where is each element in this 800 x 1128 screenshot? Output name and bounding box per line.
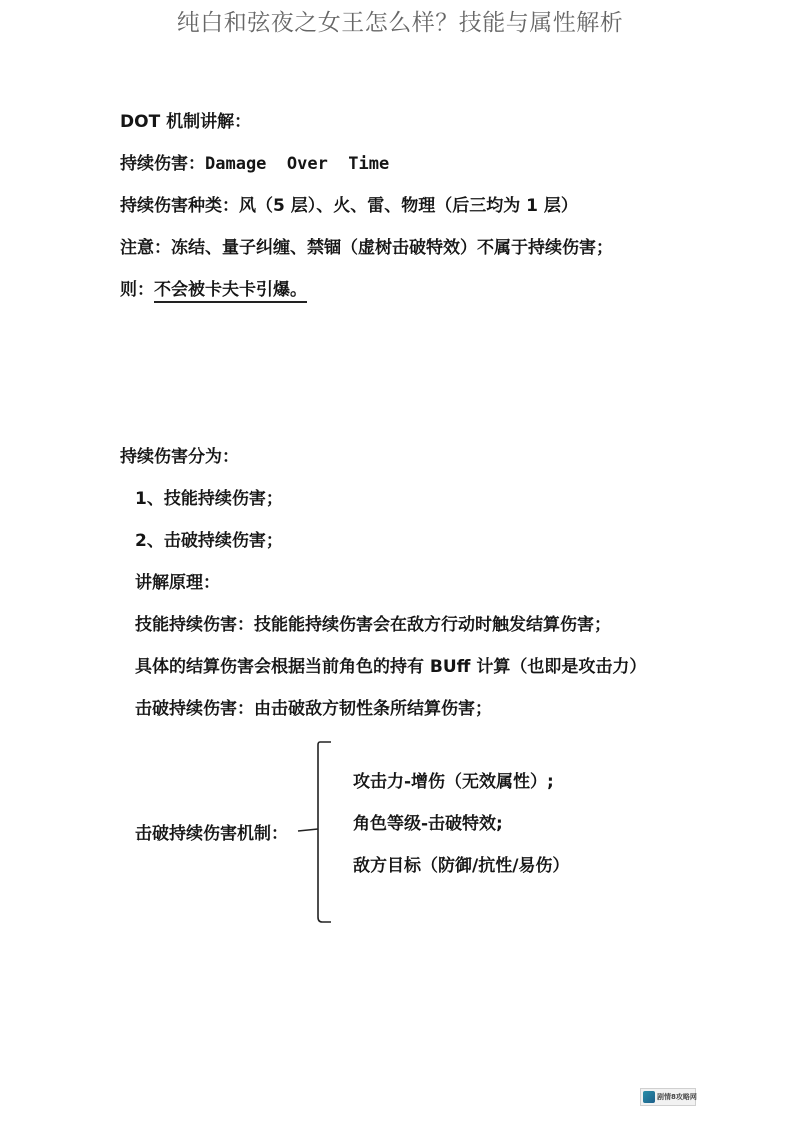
category-item-break: 2、击破持续伤害；	[135, 531, 283, 551]
dot-types: 持续伤害种类：风（5 层）、火、雷、物理（后三均为 1 层）	[120, 196, 578, 216]
mechanism-factor: 攻击力-增伤（无效属性）;	[353, 772, 554, 792]
watermark-text: 剧情8攻略网	[657, 1093, 697, 1101]
explanation-line: 技能持续伤害：技能能持续伤害会在敌方行动时触发结算伤害；	[135, 615, 611, 635]
dot-rule-value: 不会被卡夫卡引爆。	[154, 280, 307, 303]
categories-heading: 持续伤害分为：	[120, 447, 239, 467]
dot-definition	[120, 149, 389, 174]
principle-heading: 讲解原理：	[135, 573, 220, 593]
category-item-skill: 1、技能持续伤害；	[135, 489, 283, 509]
dot-definition-label: 持续伤害：	[120, 154, 205, 174]
mechanism-label: 击破持续伤害机制：	[135, 824, 288, 844]
curly-brace-icon	[316, 741, 332, 923]
dot-rule-label: 则：	[120, 280, 154, 300]
watermark-logo-icon	[643, 1091, 655, 1103]
mechanism-factor: 敌方目标（防御/抗性/易伤）	[353, 856, 570, 876]
site-watermark	[640, 1088, 696, 1106]
page-title: 纯白和弦夜之女王怎么样？技能与属性解析	[176, 10, 624, 36]
dot-heading: DOT 机制讲解：	[120, 112, 252, 132]
mechanism-factor: 角色等级-击破特效;	[353, 814, 503, 834]
dot-note: 注意：冻结、量子纠缠、禁锢（虚树击破特效）不属于持续伤害；	[120, 238, 613, 258]
dot-rule	[120, 275, 307, 300]
explanation-line: 具体的结算伤害会根据当前角色的持有 BUff 计算（也即是攻击力）	[135, 657, 647, 677]
explanation-line: 击破持续伤害：由击破敌方韧性条所结算伤害；	[135, 699, 492, 719]
dot-definition-value: Damage Over Time	[205, 154, 390, 174]
